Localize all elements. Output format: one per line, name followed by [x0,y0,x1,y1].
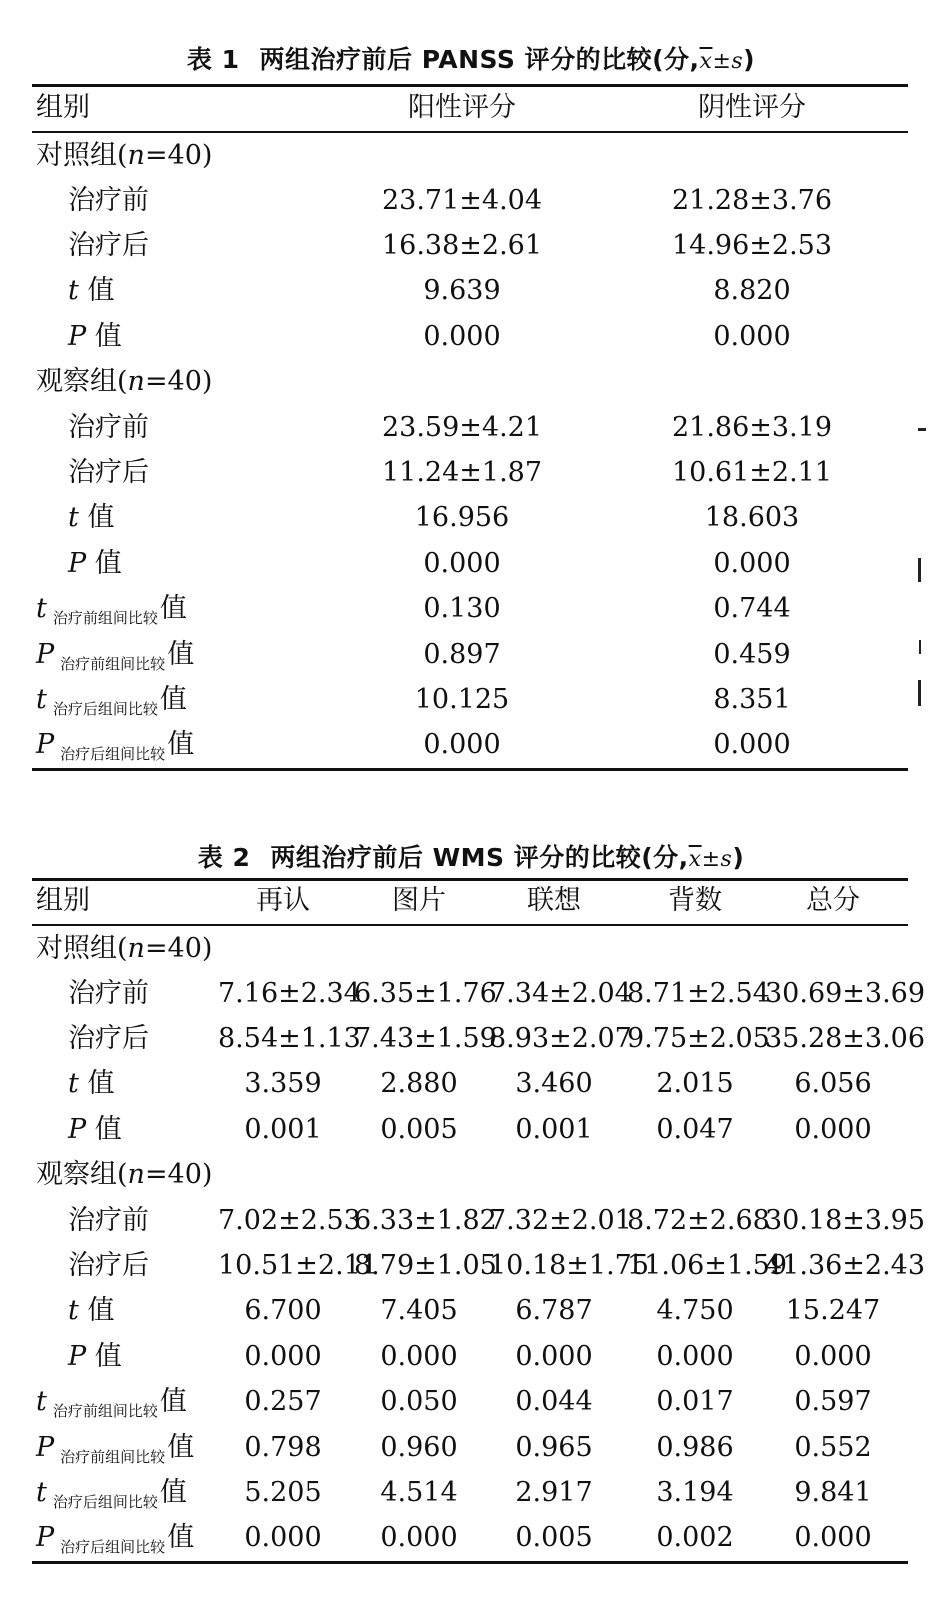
table2-caption-number: 表 2 [197,843,251,872]
table-cell: 8.820 [713,275,791,306]
table1-header-row [32,85,908,131]
table-cell: 23.59±4.21 [381,412,543,443]
table-cell: 0.001 [244,1114,322,1145]
header-cell: 阴性评分 [698,92,806,123]
table-row [32,405,908,451]
table1-caption [0,40,942,76]
table-cell: 7.405 [380,1295,458,1326]
table2-caption-text: 两组治疗前后 WMS 评分的比较(分, [270,843,689,872]
row-label: 治疗后 [68,230,149,261]
table-row [32,314,908,360]
table-cell: 6.700 [244,1295,322,1326]
table-row [32,178,908,224]
row-label: 治疗后 [68,457,149,488]
table-cell: 7.16±2.34 [218,978,361,1009]
table2-caption [0,838,942,874]
table2-group-control [32,926,908,972]
row-label: P $_{治疗前组间比较}$值 [36,639,195,673]
edge-mark [918,428,926,431]
table-row [32,1470,908,1516]
table-cell: 0.744 [713,593,791,624]
table2-group-observe [32,1152,908,1198]
table1-group-observe [32,359,908,405]
row-label: t 值 [68,275,115,306]
table-row [32,268,908,314]
table-cell: 10.125 [414,684,510,715]
table-row [32,1198,926,1244]
caption-xbar-symbol: $\overline{x}$ [699,49,713,74]
table-row [32,677,908,723]
caption-close: ) [732,843,745,872]
table-cell: 0.050 [380,1386,458,1417]
caption-s-symbol: s [720,847,733,872]
caption-xbar-symbol: $\overline{x}$ [688,847,702,872]
row-label: t $_{治疗后组间比较}$值 [36,684,187,718]
header-cell: 组别 [36,885,90,916]
table-cell: 6.787 [515,1295,593,1326]
row-label: 治疗前 [68,978,149,1009]
table1-group-control [32,133,908,179]
group-label: 观察组(n=40) [36,1159,213,1190]
table-cell: 7.34±2.04 [489,978,632,1009]
table-cell: 8.93±2.07 [489,1023,632,1054]
table1-caption-text: 两组治疗前后 PANSS 评分的比较(分, [259,45,700,74]
table-cell: 0.960 [380,1432,458,1463]
table2-bottom-rule [32,1561,908,1564]
table-cell: 0.047 [656,1114,734,1145]
row-label: t $_{治疗前组间比较}$值 [36,593,187,627]
table-cell: 0.002 [656,1522,734,1553]
table-cell: 7.43±1.59 [354,1023,497,1054]
table-row [32,450,908,496]
table-cell: 0.257 [244,1386,322,1417]
caption-s-symbol: s [731,49,744,74]
row-label: t $_{治疗后组间比较}$值 [36,1477,187,1511]
table-row [32,1061,908,1107]
caption-pm-symbol: ± [712,49,732,74]
table-cell: 4.750 [656,1295,734,1326]
table-cell: 7.02±2.53 [218,1205,361,1236]
table-cell: 0.798 [244,1432,322,1463]
row-label: P $_{治疗前组间比较}$值 [36,1432,195,1466]
table-cell: 6.35±1.76 [354,978,497,1009]
table-cell: 0.130 [423,593,501,624]
header-cell: 联想 [527,885,581,916]
table-cell: 0.597 [794,1386,872,1417]
row-label: 治疗后 [68,1250,149,1281]
group-label: 对照组(n=40) [36,933,213,964]
table-cell: 5.205 [244,1477,322,1508]
header-cell: 再认 [256,885,310,916]
table1-caption-number: 表 1 [186,45,240,74]
row-label: 治疗前 [68,185,149,216]
table-cell: 2.015 [656,1068,734,1099]
row-label: 治疗前 [68,1205,149,1236]
table-cell: 0.000 [794,1522,872,1553]
table-cell: 8.54±1.13 [218,1023,361,1054]
table-cell: 8.79±1.05 [354,1250,497,1281]
table-cell: 0.000 [515,1341,593,1372]
row-label: P 值 [68,1341,122,1372]
row-label: P $_{治疗后组间比较}$值 [36,1522,195,1556]
row-label: P $_{治疗后组间比较}$值 [36,729,195,763]
edge-mark [918,680,921,706]
table-row [32,495,908,541]
caption-close: ) [743,45,756,74]
group-label: 观察组(n=40) [36,366,213,397]
table-cell: 8.72±2.68 [627,1205,770,1236]
header-cell: 背数 [668,885,722,916]
row-label: P 值 [68,321,122,352]
edge-mark [918,558,921,582]
table-cell: 0.552 [794,1432,872,1463]
table-cell: 0.897 [423,639,501,670]
table-cell: 16.956 [414,502,510,533]
table-cell: 18.603 [704,502,800,533]
caption-pm-symbol: ± [701,847,721,872]
row-label: t 值 [68,1295,115,1326]
table-cell: 8.71±2.54 [627,978,770,1009]
table-cell: 10.61±2.11 [671,457,833,488]
table-cell: 11.24±1.87 [381,457,543,488]
table-cell: 21.28±3.76 [671,185,833,216]
table-cell: 10.51±2.11 [218,1250,379,1281]
table-cell: 30.18±3.95 [765,1205,926,1236]
row-label: 治疗前 [68,412,149,443]
table2-header-row [32,878,908,924]
table-cell: 3.194 [656,1477,734,1508]
table-cell: 41.36±2.43 [765,1250,926,1281]
table-cell: 0.000 [656,1341,734,1372]
table-cell: 0.000 [423,321,501,352]
table-cell: 10.18±1.75 [489,1250,650,1281]
table-row [32,541,908,587]
table-cell: 0.000 [244,1341,322,1372]
table-row [32,971,926,1017]
table-cell: 16.38±2.61 [381,230,543,261]
table-cell: 0.005 [380,1114,458,1145]
table-cell: 8.351 [713,684,791,715]
table-cell: 2.880 [380,1068,458,1099]
table-cell: 14.96±2.53 [671,230,833,261]
table-cell: 15.247 [785,1295,881,1326]
table-cell: 0.000 [713,729,791,760]
table-cell: 30.69±3.69 [765,978,926,1009]
table-cell: 0.459 [713,639,791,670]
table-cell: 7.32±2.01 [489,1205,632,1236]
table-row [32,1016,926,1062]
group-label: 对照组(n=40) [36,140,213,171]
table-cell: 0.017 [656,1386,734,1417]
table-cell: 0.000 [423,729,501,760]
table-row [32,586,908,632]
table-cell: 0.000 [244,1522,322,1553]
table-cell: 2.917 [515,1477,593,1508]
row-label: 治疗后 [68,1023,149,1054]
table-cell: 0.000 [794,1114,872,1145]
table-row [32,223,908,269]
edge-mark [919,640,921,654]
table-cell: 0.986 [656,1432,734,1463]
table-cell: 11.06±1.59 [627,1250,788,1281]
table-row [32,1334,908,1380]
table-row [32,632,908,678]
table-cell: 0.000 [380,1522,458,1553]
table-row [32,1288,908,1334]
row-label: t $_{治疗前组间比较}$值 [36,1386,187,1420]
header-cell: 图片 [392,885,446,916]
table-cell: 3.359 [244,1068,322,1099]
table-cell: 0.001 [515,1114,593,1145]
header-cell: 组别 [36,92,90,123]
table-cell: 9.639 [423,275,501,306]
table-cell: 9.841 [794,1477,872,1508]
table-cell: 6.056 [794,1068,872,1099]
header-cell: 总分 [806,885,860,916]
table-cell: 0.000 [423,548,501,579]
table-cell: 0.044 [515,1386,593,1417]
table-row [32,1379,908,1425]
table-cell: 6.33±1.82 [354,1205,497,1236]
header-cell: 阳性评分 [408,92,516,123]
table1-bottom-rule [32,768,908,771]
table-cell: 21.86±3.19 [671,412,833,443]
table-cell: 3.460 [515,1068,593,1099]
table-cell: 0.000 [713,548,791,579]
table-cell: 0.000 [380,1341,458,1372]
row-label: t 值 [68,502,115,533]
table-cell: 0.005 [515,1522,593,1553]
table-cell: 0.000 [794,1341,872,1372]
table-cell: 9.75±2.05 [627,1023,770,1054]
table-row [32,1107,908,1153]
table-cell: 0.965 [515,1432,593,1463]
table-cell: 35.28±3.06 [765,1023,926,1054]
table-cell: 0.000 [713,321,791,352]
table-cell: 4.514 [380,1477,458,1508]
table-row [32,722,908,768]
table-cell: 23.71±4.04 [381,185,543,216]
table-row [32,1243,926,1289]
row-label: P 值 [68,548,122,579]
table-row [32,1425,908,1471]
row-label: t 值 [68,1068,115,1099]
table-row [32,1515,908,1561]
row-label: P 值 [68,1114,122,1145]
